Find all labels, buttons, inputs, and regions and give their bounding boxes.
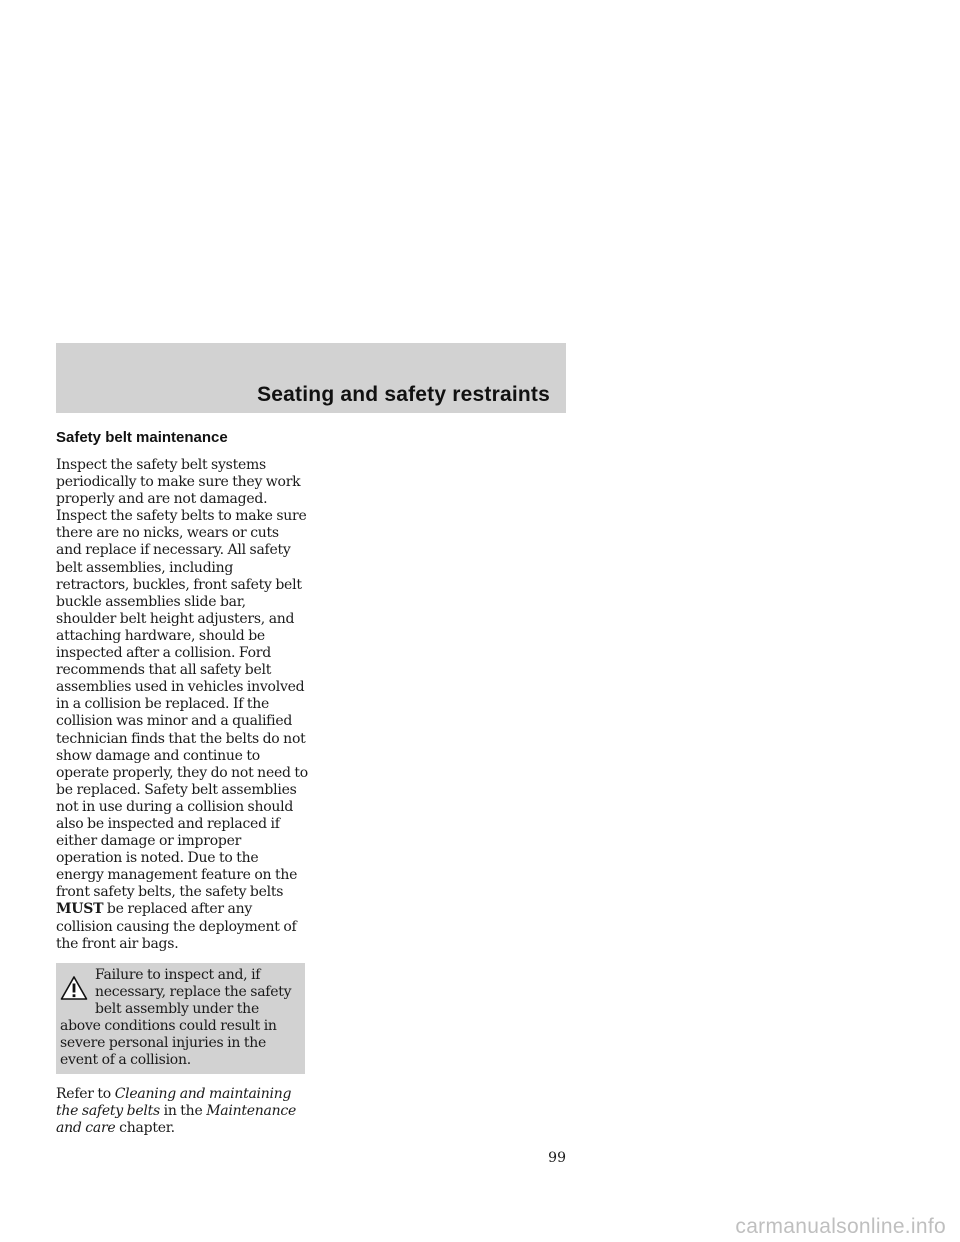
reference-prefix: Refer to <box>56 1086 115 1103</box>
content-column <box>56 428 308 1138</box>
page-number: 99 <box>548 1150 566 1166</box>
must-emphasis: MUST <box>56 901 104 918</box>
safety-belt-maintenance-heading: Safety belt maintenance <box>56 429 228 446</box>
reference-suffix: chapter. <box>115 1120 175 1137</box>
paragraph-text: Inspect the safety belt systems periodically to make sure they work properly and are not damaged. Inspect the safety belts to make sure there are no nicks, wears or cuts and replace if necessary. All safety belt assemblies, including retractors, buckles, front safety belt buckle assemblies slide bar, shoulder belt height adjusters, and attaching hardware, should be inspected after a collision. Ford recommends that all safety belt assemblies used in vehicles involved in a collision be replaced. If the collision was minor and a qualified technician finds that the belts do not show damage and continue to operate properly, they do not need to be replaced. Safety belt assemblies not in use during a collision should also be inspected and replaced if either damage or improper operation is noted. Due to the energy management feature on the front safety belts, the safety belts <box>56 457 308 901</box>
section-title: Seating and safety restraints <box>257 383 550 406</box>
reference-italic-2: Maintenance and care <box>56 1103 297 1137</box>
watermark: carmanualsonline.info <box>735 1215 946 1238</box>
paragraph-text-end: be replaced after any collision causing the deployment of the front air bags. <box>56 901 297 952</box>
maintenance-paragraph <box>56 457 308 953</box>
reference-middle: in the <box>159 1103 207 1120</box>
warning-triangle-icon <box>60 975 88 1001</box>
warning-box <box>56 963 305 1075</box>
section-header-band <box>56 343 566 413</box>
warning-text: Failure to inspect and, if necessary, replace the safety belt assembly under the above conditions could result in severe personal injuries in the event of a collision. <box>60 966 292 1069</box>
reference-italic-1: Cleaning and maintaining the safety belts <box>56 1086 292 1120</box>
reference-paragraph <box>56 1086 308 1137</box>
